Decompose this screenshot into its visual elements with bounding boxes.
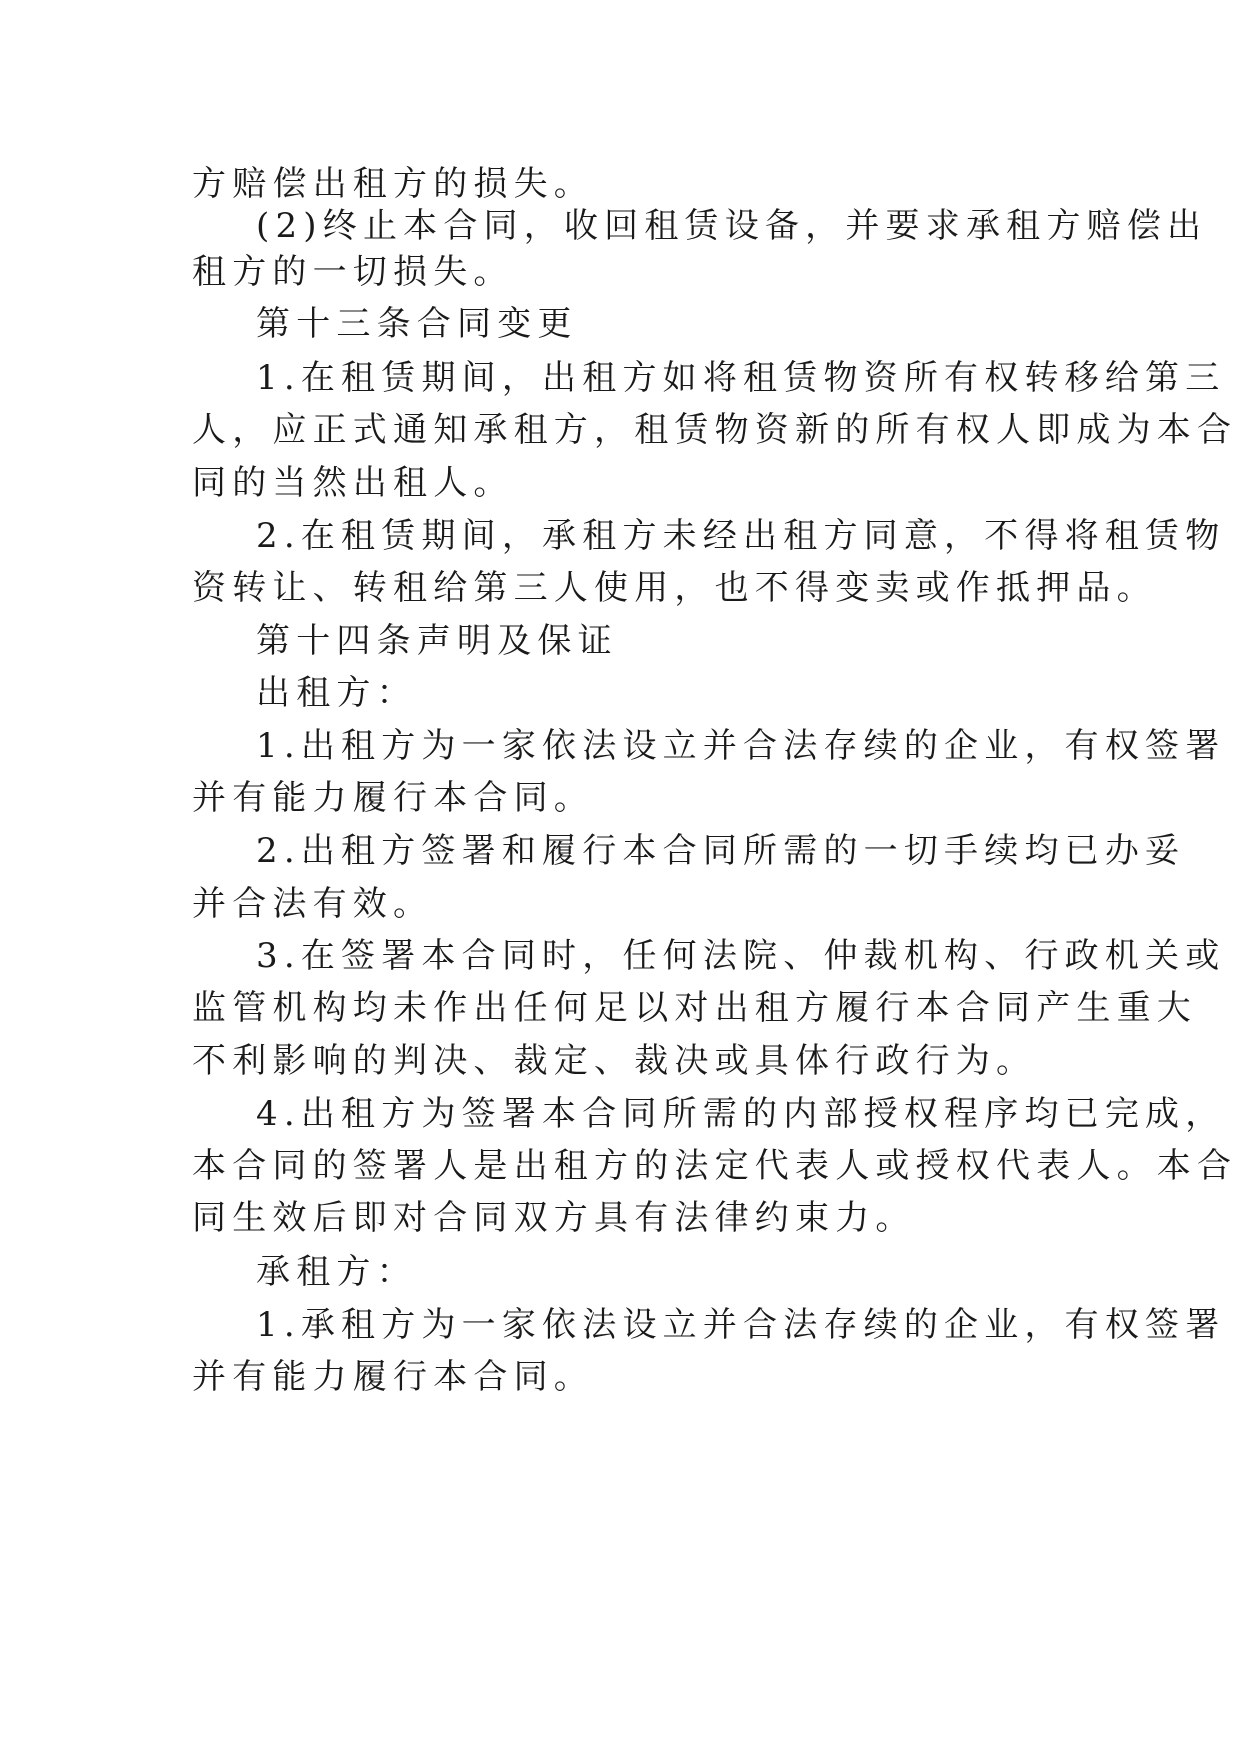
paragraph-line: 并有能力履行本合同。 [192,778,594,818]
paragraph-line: 4.出租方为签署本合同所需的内部授权程序均已完成， [256,1094,1226,1134]
paragraph-line: 1.出租方为一家依法设立并合法存续的企业，有权签署 [256,726,1226,766]
paragraph-line: 人，应正式通知承租方，租赁物资新的所有权人即成为本合 [192,410,1238,450]
paragraph-line: 不利影响的判决、裁定、裁决或具体行政行为。 [192,1041,1037,1081]
paragraph-line: 资转让、转租给第三人使用，也不得变卖或作抵押品。 [192,568,1157,608]
paragraph-line: 1.在租赁期间，出租方如将租赁物资所有权转移给第三 [256,358,1226,398]
paragraph-line: 2.出租方签署和履行本合同所需的一切手续均已办妥 [256,831,1186,871]
paragraph-line: (2)终止本合同，收回租赁设备，并要求承租方赔偿出 [256,206,1208,246]
paragraph-line: 2.在租赁期间，承租方未经出租方同意，不得将租赁物 [256,516,1226,556]
party-label: 出租方： [256,673,417,713]
paragraph-line: 本合同的签署人是出租方的法定代表人或授权代表人。本合 [192,1146,1238,1186]
paragraph-line: 同的当然出租人。 [192,463,514,503]
paragraph-line: 1.承租方为一家依法设立并合法存续的企业，有权签署 [256,1305,1226,1345]
paragraph-line: 并合法有效。 [192,884,434,924]
paragraph-line: 并有能力履行本合同。 [192,1357,594,1397]
paragraph-line: 监管机构均未作出任何足以对出租方履行本合同产生重大 [192,988,1197,1028]
party-label: 承租方： [256,1252,417,1292]
paragraph-line: 同生效后即对合同双方具有法律约束力。 [192,1198,916,1238]
section-heading: 第十四条声明及保证 [256,621,618,661]
section-heading: 第十三条合同变更 [256,304,578,344]
paragraph-line: 方赔偿出租方的损失。 [192,164,594,204]
paragraph-line: 3.在签署本合同时，任何法院、仲裁机构、行政机关或 [256,936,1226,976]
paragraph-line: 租方的一切损失。 [192,252,514,292]
